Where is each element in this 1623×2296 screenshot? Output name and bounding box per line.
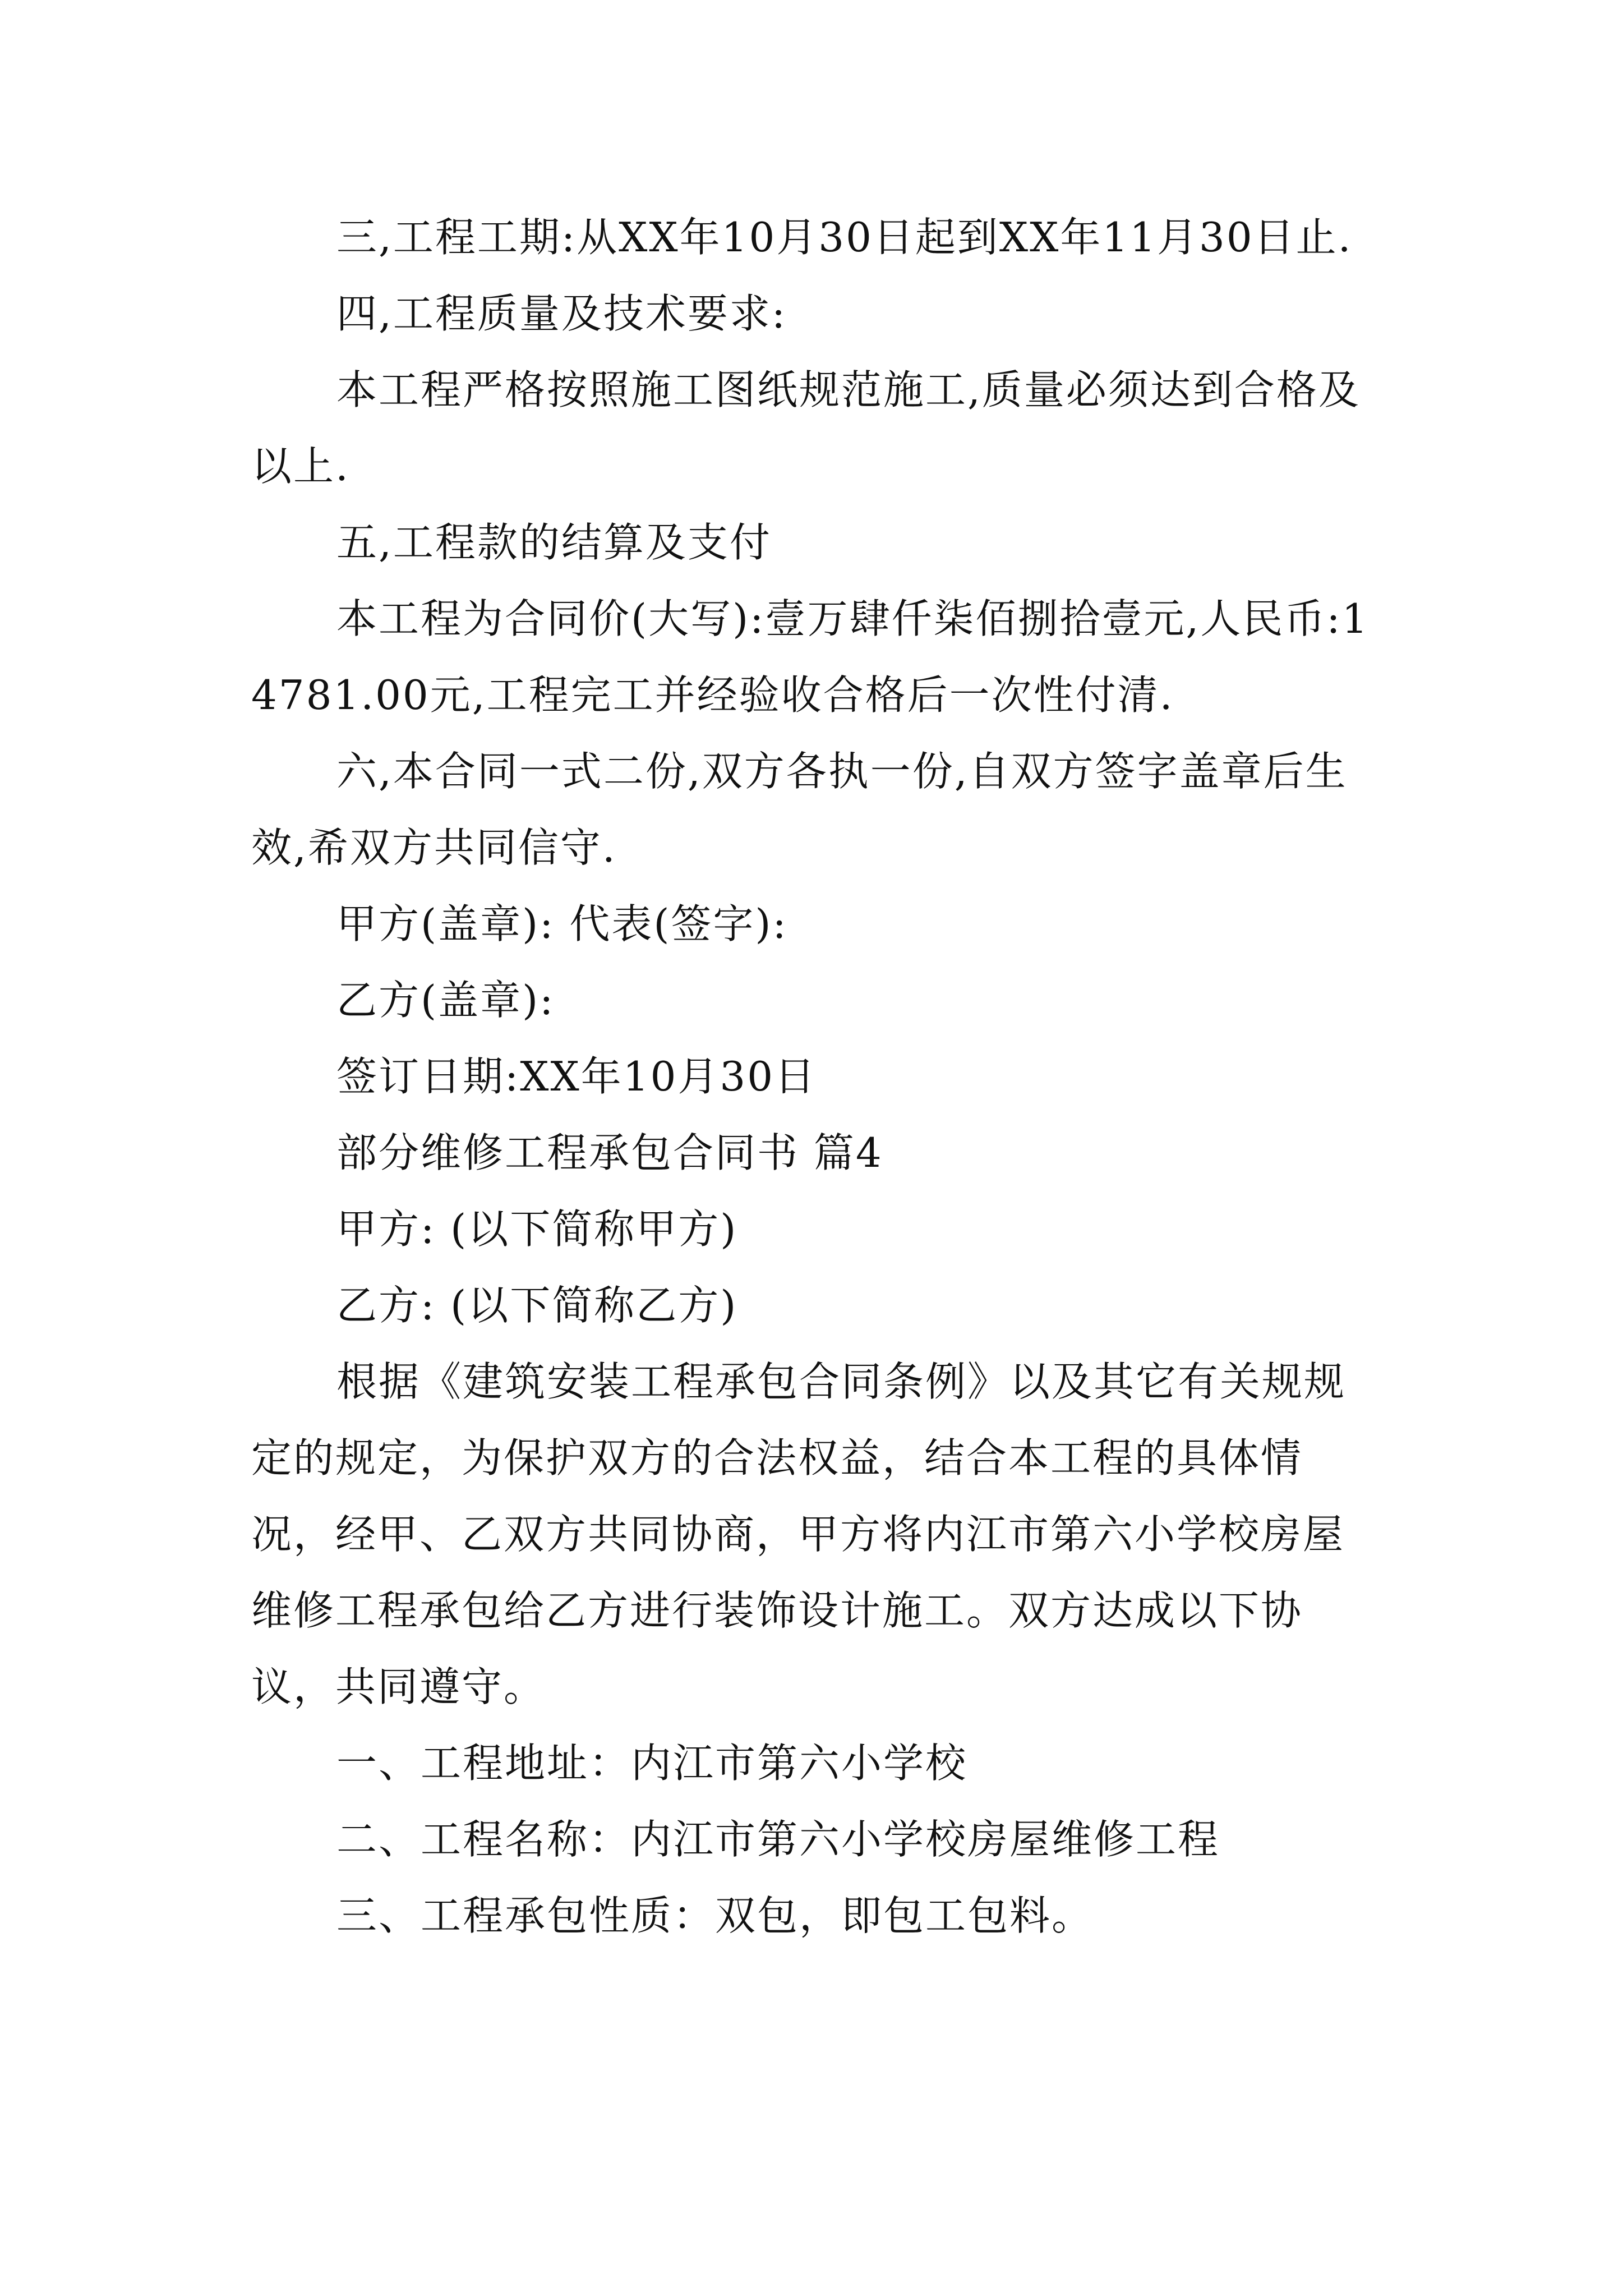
paragraph-project-name: 二、工程名称：内江市第六小学校房屋维修工程 — [336, 1816, 1220, 1863]
paragraph-payment-heading: 五,工程款的结算及支付 — [336, 519, 772, 566]
paragraph-party-b: 乙方: (以下简称乙方) — [336, 1282, 738, 1329]
paragraph-contract-price: 本工程为合同价(大写):壹万肆仟柒佰捌拾壹元,人民币:14781.00元,工程完工并经验收合格后一次性付清. — [251, 595, 1370, 719]
section-title: 部分维修工程承包合同书 篇4 — [336, 1129, 883, 1176]
paragraph-party-b-signature: 乙方(盖章): — [336, 977, 555, 1024]
document-body — [251, 199, 1384, 1954]
paragraph-party-a-signature: 甲方(盖章): 代表(签字): — [336, 900, 788, 947]
paragraph-construction-period: 三,工程工期:从XX年10月30日起到XX年11月30日止. — [336, 214, 1353, 261]
paragraph-preamble: 根据《建筑安装工程承包合同条例》以及其它有关规规定的规定，为保护双方的合法权益，结合本工程的具体情况，经甲、乙双方共同协商，甲方将内江市第六小学校房屋维修工程承包给乙方进行装饰设计施工。双方达成以下协议，共同遵守。 — [251, 1358, 1347, 1710]
paragraph-project-address: 一、工程地址：内江市第六小学校 — [336, 1740, 968, 1787]
paragraph-copies-clause: 六,本合同一式二份,双方各执一份,自双方签字盖章后生效,希双方共同信守. — [251, 748, 1348, 871]
paragraph-contract-nature: 三、工程承包性质：双包，即包工包料。 — [336, 1892, 1094, 1939]
paragraph-party-a: 甲方: (以下简称甲方) — [336, 1205, 738, 1253]
paragraph-quality-heading: 四,工程质量及技术要求: — [336, 290, 787, 337]
paragraph-quality-requirement: 本工程严格按照施工图纸规范施工,质量必须达到合格及以上. — [251, 366, 1361, 490]
paragraph-signing-date: 签订日期:XX年10月30日 — [336, 1053, 817, 1100]
